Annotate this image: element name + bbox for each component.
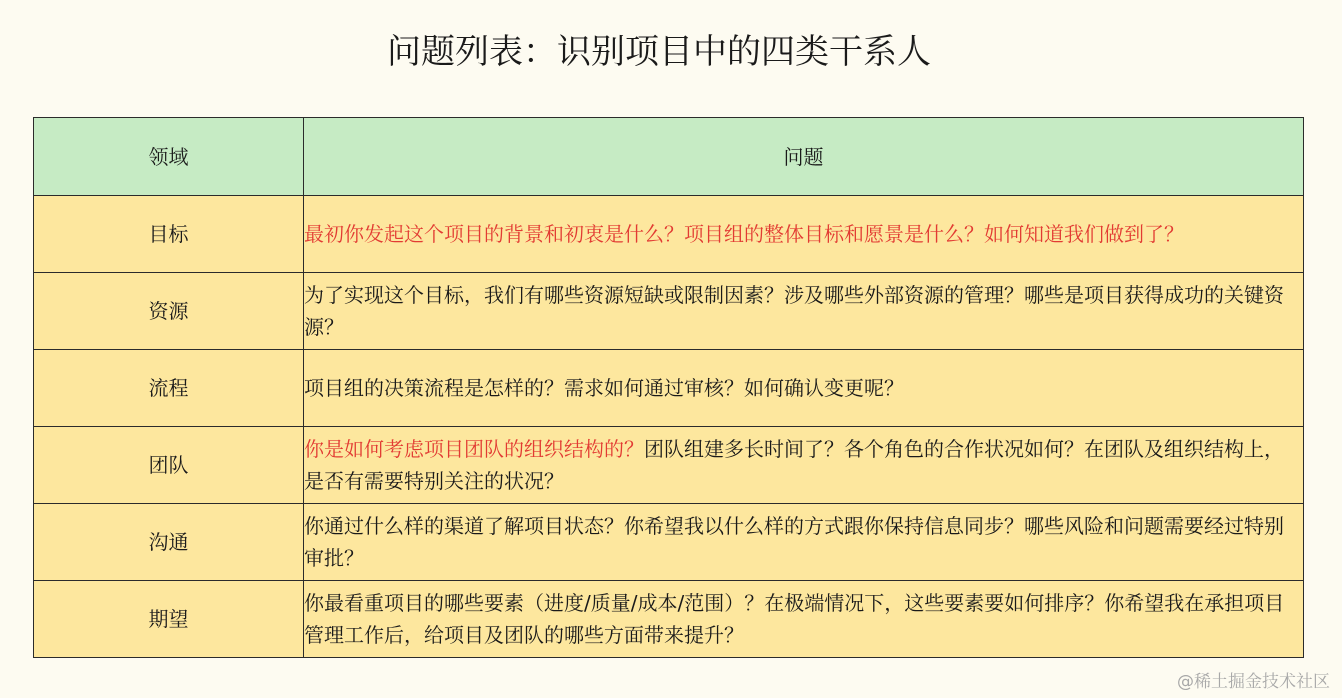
table-row [34, 196, 1304, 273]
area-cell: 流程 [34, 350, 304, 427]
question-text: 团队组建多长时间了？各个角色的合作状况如何？在团队及组织结构上，是否有需要特别关注的状况？ [304, 437, 1284, 493]
area-cell: 沟通 [34, 504, 304, 581]
area-cell: 团队 [34, 427, 304, 504]
area-cell: 目标 [34, 196, 304, 273]
question-text: 项目组的决策流程是怎样的？需求如何通过审核？如何确认变更呢？ [304, 376, 904, 400]
question-cell [304, 350, 1304, 427]
column-header-area: 领域 [34, 118, 304, 196]
table-row [34, 504, 1304, 581]
question-cell [304, 504, 1304, 581]
area-cell: 期望 [34, 581, 304, 658]
watermark: @稀土掘金技术社区 [1177, 672, 1330, 692]
table-row [34, 427, 1304, 504]
column-header-question: 问题 [304, 118, 1304, 196]
table-row [34, 273, 1304, 350]
question-highlight-text: 你是如何考虑项目团队的组织结构的？ [304, 437, 644, 461]
question-cell [304, 273, 1304, 350]
question-cell [304, 196, 1304, 273]
area-cell: 资源 [34, 273, 304, 350]
question-cell [304, 427, 1304, 504]
question-highlight-text: 最初你发起这个项目的背景和初衷是什么？项目组的整体目标和愿景是什么？如何知道我们做到了？ [304, 222, 1184, 246]
question-text: 你通过什么样的渠道了解项目状态？你希望我以什么样的方式跟你保持信息同步？哪些风险和问题需要经过特别审批？ [304, 514, 1284, 570]
question-text: 为了实现这个目标，我们有哪些资源短缺或限制因素？涉及哪些外部资源的管理？哪些是项目获得成功的关键资源？ [304, 283, 1284, 339]
table-row [34, 350, 1304, 427]
page-title: 问题列表：识别项目中的四类干系人 [387, 32, 931, 72]
table-header-row [34, 118, 1304, 196]
question-table [33, 117, 1304, 658]
question-text: 你最看重项目的哪些要素（进度/质量/成本/范围）？在极端情况下，这些要素要如何排序？你希望我在承担项目管理工作后，给项目及团队的哪些方面带来提升？ [304, 591, 1285, 647]
question-cell [304, 581, 1304, 658]
table-row [34, 581, 1304, 658]
